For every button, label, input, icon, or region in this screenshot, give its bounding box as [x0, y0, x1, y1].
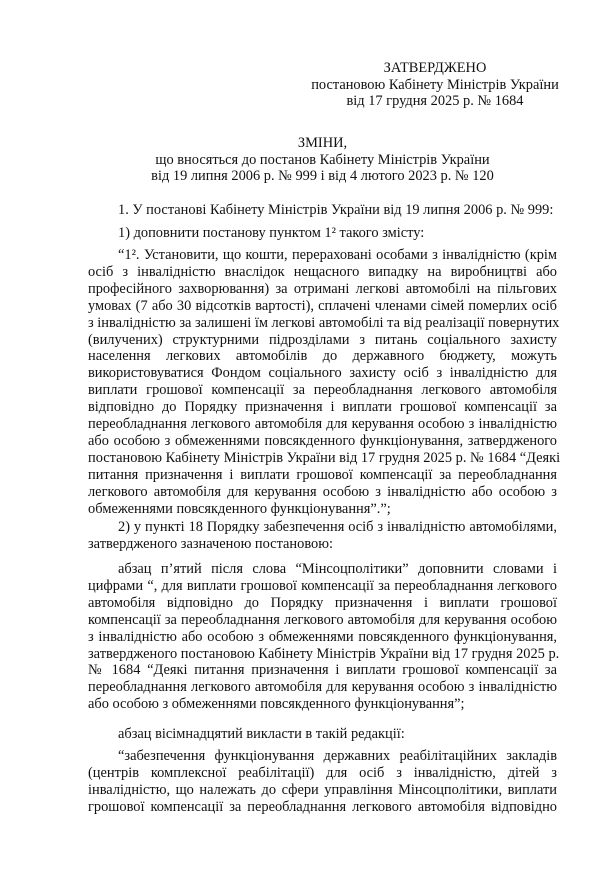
text-line: автомобіля відповідно до Порядку призначення і виплати грошової	[88, 594, 557, 611]
text-line: абзац п’ятий після слова “Мінсоцполітики” доповнити словами і	[118, 561, 557, 577]
paragraph-p1-1	[88, 225, 557, 242]
text-line: постановою Кабінету Міністрів України від 17 грудня 2025 р. № 1684 “Деякі	[88, 449, 561, 466]
text-line: або особою з обмеженнями повсякденного функціонування”;	[88, 696, 465, 713]
text-line: (вилучених) структурними підрозділами з питань соціального захисту	[88, 331, 557, 348]
text-line: “забезпечення функціонування державних реабілітаційних закладів	[118, 748, 557, 764]
paragraph-p-para18	[88, 726, 557, 743]
text-line: затвердженого постановою Кабінету Міністрів України від 17 грудня 2025 р.	[88, 645, 560, 662]
text-line: населення легкових автомобілів до державного бюджету, можуть	[88, 348, 557, 365]
text-line: 1) доповнити постанову пунктом 1² такого змісту:	[118, 225, 425, 241]
text-line: затвердженого зазначеною постановою:	[88, 535, 333, 552]
paragraph-p-quote-1-2	[88, 247, 561, 518]
document-heading	[88, 135, 557, 185]
approval-title: ЗАТВЕРДЖЕНО	[383, 60, 487, 76]
text-line: обмеженнями повсякденного функціонування”.”;	[88, 500, 391, 517]
text-line: № 1684 “Деякі питання призначення і виплати грошової компенсації за	[88, 662, 557, 679]
paragraph-p-para5	[88, 561, 560, 713]
text-line: з інвалідністю за залишені їм легкові автомобілі та від реалізації повернутих	[88, 314, 560, 331]
text-line: відповідно до Порядку призначення і виплати грошової компенсації за	[88, 399, 557, 416]
text-line: професійного захворювання) за отримані легкові автомобілі на пільгових	[88, 280, 557, 297]
text-line: або особою з обмеженнями повсякденного функціонування, затвердженого	[88, 432, 557, 449]
text-line: легкового автомобіля для керування особою з інвалідністю або особою з	[88, 483, 557, 500]
text-line: 1. У постанові Кабінету Міністрів України від 19 липня 2006 р. № 999:	[118, 202, 554, 218]
text-line: 2) у пункті 18 Порядку забезпечення осіб з інвалідністю автомобілями,	[118, 519, 557, 535]
paragraph-p1	[88, 202, 557, 219]
text-line: грошової компенсації за переобладнання легкового автомобіля відповідно	[88, 798, 557, 815]
text-line: з інвалідністю або особою з обмеженнями повсякденного функціонування,	[88, 628, 557, 645]
approval-stamp	[270, 60, 600, 110]
text-line: питання призначення і виплати грошової компенсації за переобладнання	[88, 466, 557, 483]
text-line: умовах (7 або 30 відсотків вартості), сплачені членами сімей померлих осіб	[88, 297, 557, 314]
text-line: цифрами “, для виплати грошової компенсації за переобладнання легкового	[88, 577, 557, 594]
text-line: осіб з інвалідністю внаслідок нещасного випадку на виробництві або	[88, 263, 557, 280]
heading-line-2: від 19 липня 2006 р. № 999 і від 4 лютого 2023 р. № 120	[151, 168, 494, 185]
text-line: (центрів комплексної реабілітації) для осіб з інвалідністю, дітей з	[88, 764, 557, 781]
approval-line-2: від 17 грудня 2025 р. № 1684	[346, 93, 524, 110]
text-line: інвалідністю, що належать до сфери управління Мінсоцполітики, виплати	[88, 781, 557, 798]
heading-line-1: що вносяться до постанов Кабінету Міністрів України	[155, 151, 490, 168]
text-line: переобладнання легкового автомобіля для керування особою з інвалідністю	[88, 679, 557, 696]
text-line: переобладнання легкового автомобіля для керування особою з інвалідністю	[88, 416, 557, 433]
paragraph-p1-2	[88, 519, 557, 553]
paragraph-p-quote-18	[88, 748, 557, 816]
heading-title: ЗМІНИ,	[297, 135, 348, 151]
text-line: виплати грошової компенсації за переобладнання легкового автомобіля	[88, 382, 557, 399]
text-line: використовуватися Фондом соціального захисту осіб з інвалідністю для	[88, 365, 557, 382]
approval-line-1: постановою Кабінету Міністрів України	[311, 76, 559, 93]
text-line: абзац вісімнадцятий викласти в такій редакції:	[118, 726, 405, 742]
text-line: “1². Установити, що кошти, перераховані особами з інвалідністю (крім	[118, 247, 557, 263]
text-line: компенсації за переобладнання легкового автомобіля для керування особою	[88, 611, 557, 628]
